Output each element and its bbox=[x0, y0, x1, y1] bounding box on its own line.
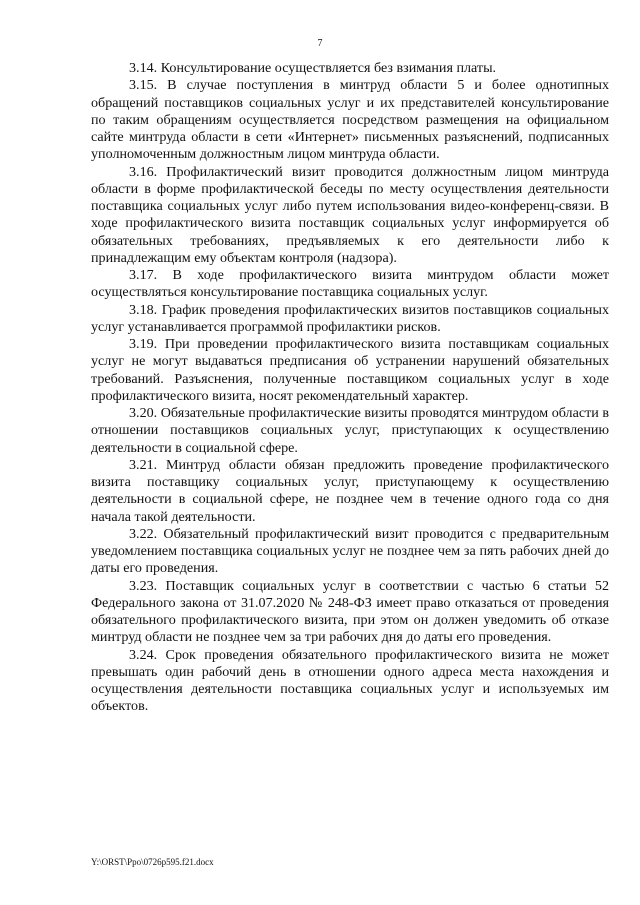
paragraph-3-20: 3.20. Обязательные профилактические визиты проводятся минтрудом области в отношении поставщиков социальных услуг, приступающих к осуществлению деятельности в социальной сфере. bbox=[91, 405, 609, 456]
paragraph-3-23: 3.23. Поставщик социальных услуг в соответствии с частью 6 статьи 52 Федерального закона от 31.07.2020 № 248-ФЗ имеет право отказаться от проведения обязательного профилактического визита, при этом он должен уведомить об отказе минтруд области не позднее чем за три рабочих дня до даты его проведения. bbox=[91, 577, 609, 646]
paragraph-3-15: 3.15. В случае поступления в минтруд области 5 и более однотипных обращений поставщиков социальных услуг и их представителей консультирование по таким обращениям осуществляется посредством размещения на официальном сайте минтруда области в сети «Интернет» письменных разъяснений, подписанных уполномоченным должностным лицом минтруда области. bbox=[91, 77, 609, 163]
paragraph-3-24: 3.24. Срок проведения обязательного профилактического визита не может превышать один рабочий день в отношении одного адреса места нахождения и осуществления деятельности поставщика социальных услуг и используемых им объектов. bbox=[91, 646, 609, 715]
paragraph-3-16: 3.16. Профилактический визит проводится должностным лицом минтруда области в форме профилактической беседы по месту осуществления деятельности поставщика социальных услуг либо путем использования видео-конференц-связи. В ходе профилактического визита поставщик социальных услуг информируется об обязательных требованиях, предъявляемых к его деятельности либо к принадлежащим ему объектам контроля (надзора). bbox=[91, 163, 609, 266]
paragraph-3-17: 3.17. В ходе профилактического визита минтрудом области может осуществляться консультирование поставщика социальных услуг. bbox=[91, 267, 609, 301]
paragraph-3-19: 3.19. При проведении профилактического визита поставщикам социальных услуг не могут выдаваться предписания об устранении нарушений обязательных требований. Разъяснения, полученные поставщиком социальных услуг в ходе профилактического визита, носят рекомендательный характер. bbox=[91, 336, 609, 404]
page-number: 7 bbox=[317, 38, 323, 49]
document-body bbox=[91, 60, 609, 716]
paragraph-3-21: 3.21. Минтруд области обязан предложить проведение профилактического визита поставщику социальных услуг, приступающему к осуществлению деятельности в социальной сфере, не позднее чем в течение одного года со дня начала такой деятельности. bbox=[91, 456, 609, 525]
paragraph-3-18: 3.18. График проведения профилактических визитов поставщиков социальных услуг устанавливается программой профилактики рисков. bbox=[91, 301, 609, 335]
paragraph-3-14: 3.14. Консультирование осуществляется без взимания платы. bbox=[129, 60, 497, 76]
footer-file-path: Y:\ORST\Ppo\0726p595.f21.docx bbox=[91, 857, 214, 867]
paragraph-3-22: 3.22. Обязательный профилактический визит проводится с предварительным уведомлением поставщика социальных услуг не позднее чем за пять рабочих дней до даты его проведения. bbox=[91, 525, 609, 577]
